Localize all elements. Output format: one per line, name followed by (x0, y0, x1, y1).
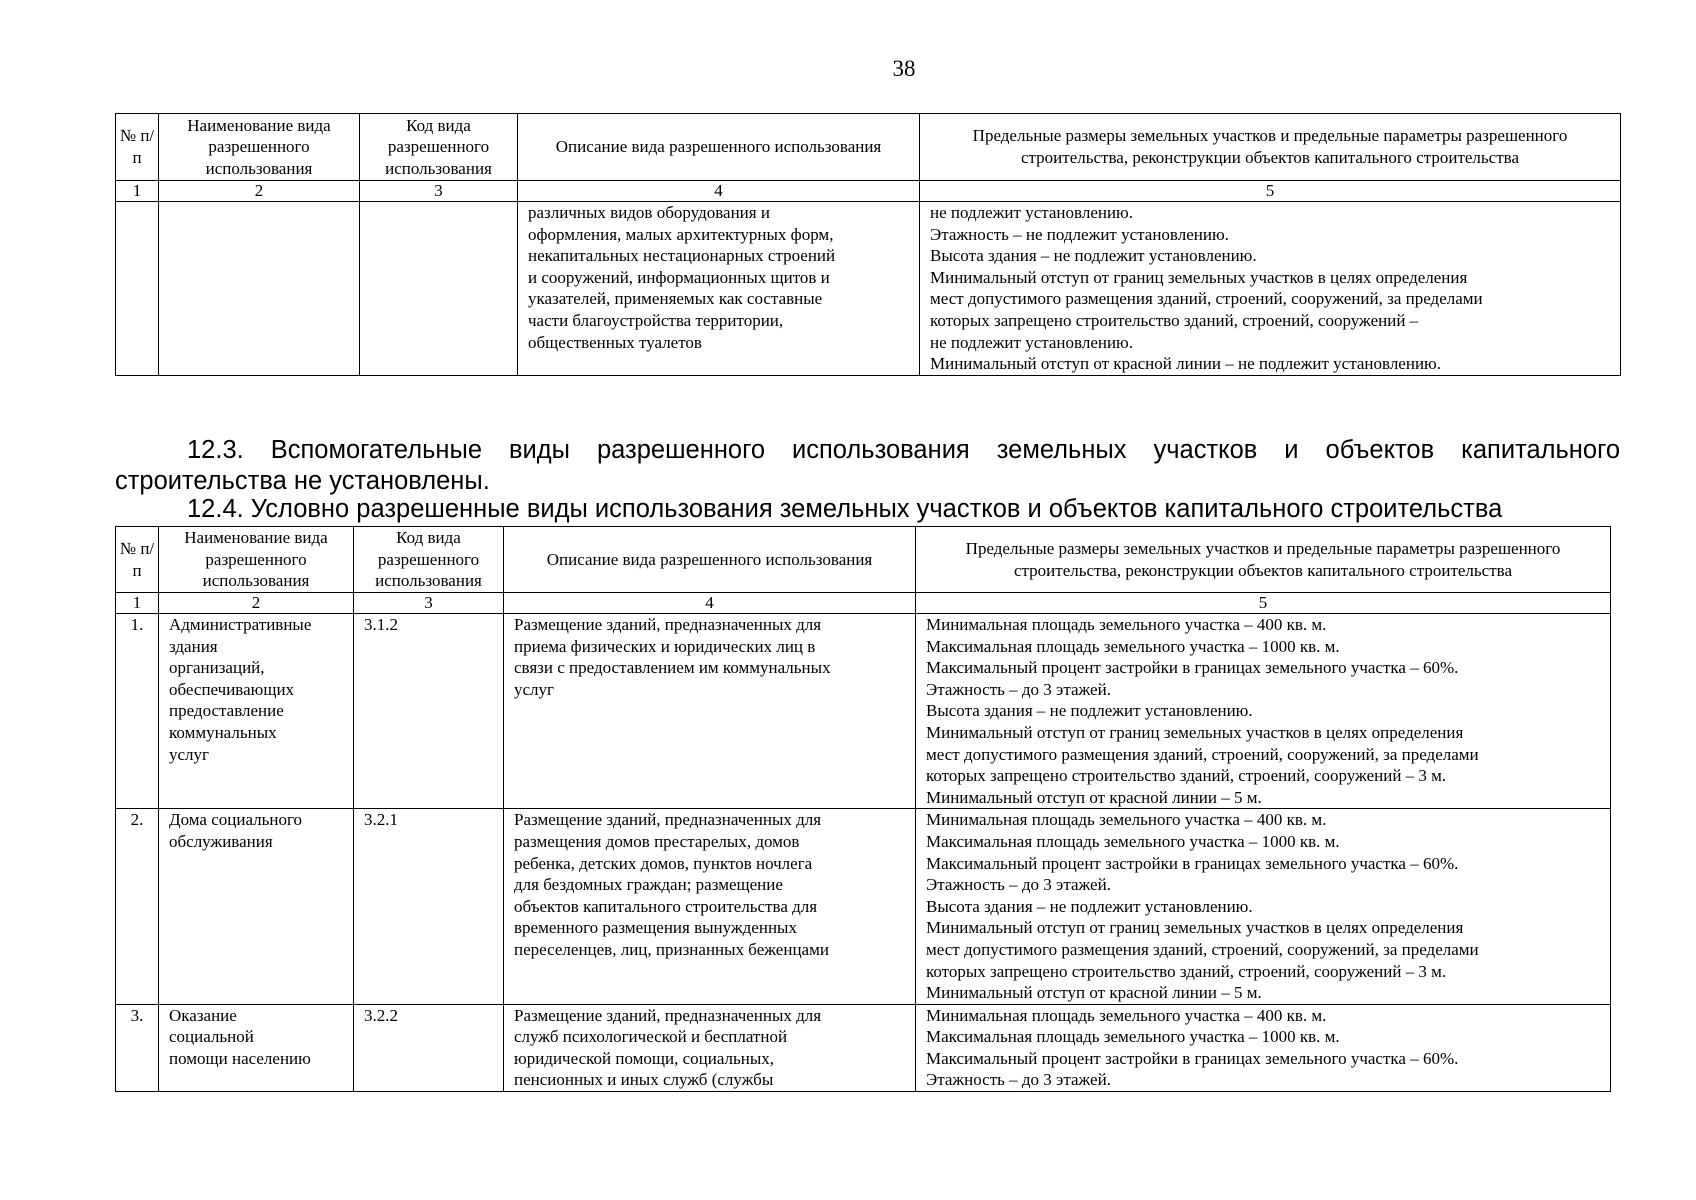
header-use-description: Описание вида разрешенного использования (504, 527, 916, 593)
param-line: Высота здания – не подлежит установлению. (930, 246, 1257, 266)
table-row (116, 202, 1621, 376)
header-number: № п/ п (116, 114, 159, 181)
param-line: Максимальный процент застройки в границах земельного участка – 60%. (926, 658, 1459, 678)
param-line: Минимальный отступ от границ земельных участков в целях определения (926, 918, 1464, 938)
row-name (159, 1004, 354, 1091)
param-line: Максимальный процент застройки в границах земельного участка – 60%. (926, 853, 1459, 873)
name-line: услуг (169, 744, 210, 764)
header-use-name: Наименование вида разрешенного использования (159, 527, 354, 593)
param-line: которых запрещено строительство зданий, строений, сооружений – (930, 310, 1419, 330)
param-line: Максимальная площадь земельного участка – 1000 кв. м. (926, 1027, 1340, 1047)
param-line: Этажность – до 3 этажей. (926, 1070, 1111, 1090)
table-row (116, 614, 1611, 809)
row-name (159, 809, 354, 1004)
row-description (504, 614, 916, 809)
description-line: некапитальных нестационарных строений (528, 246, 836, 266)
name-line: обслуживания (169, 831, 273, 851)
param-line: Этажность – до 3 этажей. (926, 679, 1111, 699)
conditional-uses-table (115, 526, 1611, 1092)
row-params (916, 809, 1611, 1004)
name-line: помощи населению (169, 1048, 311, 1068)
row-code: 3.2.1 (354, 809, 504, 1004)
name-line: Оказание (169, 1005, 237, 1025)
column-number: 4 (504, 593, 916, 614)
name-line: организаций, (169, 658, 265, 678)
param-line: Минимальная площадь земельного участка – 400 кв. м. (926, 810, 1327, 830)
column-number: 5 (920, 181, 1621, 202)
column-number: 1 (116, 181, 159, 202)
row-params (916, 1004, 1611, 1091)
param-line: Минимальный отступ от границ земельных участков в целях определения (926, 722, 1464, 742)
row-description (504, 1004, 916, 1091)
param-line: Минимальный отступ от красной линии – не подлежит установлению. (930, 354, 1441, 374)
table-row (116, 809, 1611, 1004)
description-line: приема физических и юридических лиц в (514, 636, 816, 656)
name-line: здания (169, 636, 218, 656)
row-params (920, 202, 1621, 376)
param-line: Минимальный отступ от красной линии – 5 м. (926, 983, 1262, 1003)
permitted-uses-table-continuation (115, 113, 1621, 376)
param-line: Минимальная площадь земельного участка – 400 кв. м. (926, 615, 1327, 634)
section-12-3 (115, 435, 1620, 497)
description-line: ребенка, детских домов, пунктов ночлега (514, 853, 813, 873)
description-line: временного размещения вынужденных (514, 918, 797, 938)
header-limit-params: Предельные размеры земельных участков и предельные параметры разрешенного строительства, реконструкции объектов капитального строительства (916, 527, 1611, 593)
header-use-name: Наименование вида разрешенного использования (159, 114, 360, 181)
param-line: мест допустимого размещения зданий, строений, сооружений, за пределами (930, 289, 1483, 309)
param-line: Этажность – не подлежит установлению. (930, 224, 1229, 244)
header-use-description: Описание вида разрешенного использования (518, 114, 920, 181)
table2-column-number-row (116, 593, 1611, 614)
param-line: мест допустимого размещения зданий, строений, сооружений, за пределами (926, 744, 1479, 764)
description-line: пенсионных и иных служб (службы (514, 1070, 774, 1090)
param-line: Максимальный процент застройки в границах земельного участка – 60%. (926, 1048, 1459, 1068)
param-line: Минимальная площадь земельного участка – 400 кв. м. (926, 1005, 1327, 1025)
row-name (159, 614, 354, 809)
description-line: размещения домов престарелых, домов (514, 831, 800, 851)
row-code (360, 202, 518, 376)
column-number: 1 (116, 593, 159, 614)
table2-header-row (116, 527, 1611, 593)
description-line: услуг (514, 679, 555, 699)
param-line: Максимальная площадь земельного участка – 1000 кв. м. (926, 831, 1340, 851)
description-line: различных видов оборудования и (528, 203, 770, 222)
row-index: 3. (116, 1004, 159, 1091)
row-code: 3.1.2 (354, 614, 504, 809)
param-line: Минимальный отступ от границ земельных участков в целях определения (930, 267, 1468, 287)
row-name (159, 202, 360, 376)
param-line: Высота здания – не подлежит установлению. (926, 896, 1253, 916)
header-use-code: Код вида разрешенного использования (354, 527, 504, 593)
name-line: Административные (169, 615, 312, 634)
header-limit-params: Предельные размеры земельных участков и предельные параметры разрешенного строительства, реконструкции объектов капитального строительства (920, 114, 1621, 181)
table-row (116, 1004, 1611, 1091)
description-line: общественных туалетов (528, 332, 702, 352)
param-line: мест допустимого размещения зданий, строений, сооружений, за пределами (926, 939, 1479, 959)
name-line: обеспечивающих (169, 679, 295, 699)
param-line: которых запрещено строительство зданий, строений, сооружений – 3 м. (926, 766, 1447, 786)
param-line: которых запрещено строительство зданий, строений, сооружений – 3 м. (926, 961, 1447, 981)
row-params (916, 614, 1611, 809)
description-line: переселенцев, лиц, признанных беженцами (514, 939, 829, 959)
row-description (504, 809, 916, 1004)
description-line: юридической помощи, социальных, (514, 1048, 775, 1068)
param-line: Максимальная площадь земельного участка – 1000 кв. м. (926, 636, 1340, 656)
param-line: Минимальный отступ от красной линии – 5 м. (926, 787, 1262, 807)
param-line: не подлежит установлению. (930, 332, 1134, 352)
column-number: 3 (360, 181, 518, 202)
description-line: указателей, применяемых как составные (528, 289, 823, 309)
description-line: Размещение зданий, предназначенных для (514, 810, 822, 830)
param-line: Высота здания – не подлежит установлению. (926, 701, 1253, 721)
column-number: 2 (159, 181, 360, 202)
description-line: связи с предоставлением им коммунальных (514, 658, 831, 678)
description-line: части благоустройства территории, (528, 310, 784, 330)
name-line: социальной (169, 1027, 254, 1047)
table1-column-number-row (116, 181, 1621, 202)
description-line: Размещение зданий, предназначенных для (514, 615, 822, 634)
param-line: не подлежит установлению. (930, 203, 1134, 222)
section-12-3-line2: строительства не установлены. (115, 467, 490, 495)
name-line: предоставление (169, 701, 284, 721)
column-number: 5 (916, 593, 1611, 614)
row-index: 1. (116, 614, 159, 809)
description-line: и сооружений, информационных щитов и (528, 267, 830, 287)
page-number: 38 (892, 56, 916, 81)
param-line: Этажность – до 3 этажей. (926, 875, 1111, 895)
header-number: № п/п (116, 527, 159, 593)
section-12-4-heading: 12.4. Условно разрешенные виды использования земельных участков и объектов капитального строительства (187, 495, 1503, 523)
section-12-3-line1: 12.3. Вспомогательные виды разрешенного использования земельных участков и объектов капитального (187, 436, 1620, 464)
row-description (518, 202, 920, 376)
description-line: для бездомных граждан; размещение (514, 875, 783, 895)
name-line: коммунальных (169, 722, 277, 742)
row-index: 2. (116, 809, 159, 1004)
column-number: 2 (159, 593, 354, 614)
row-index (116, 202, 159, 376)
header-use-code: Код вида разрешенного использования (360, 114, 518, 181)
column-number: 4 (518, 181, 920, 202)
description-line: оформления, малых архитектурных форм, (528, 224, 834, 244)
table1-header-row (116, 114, 1621, 181)
column-number: 3 (354, 593, 504, 614)
row-code: 3.2.2 (354, 1004, 504, 1091)
description-line: служб психологической и бесплатной (514, 1027, 788, 1047)
description-line: объектов капитального строительства для (514, 896, 818, 916)
description-line: Размещение зданий, предназначенных для (514, 1005, 822, 1025)
name-line: Дома социального (169, 810, 303, 830)
